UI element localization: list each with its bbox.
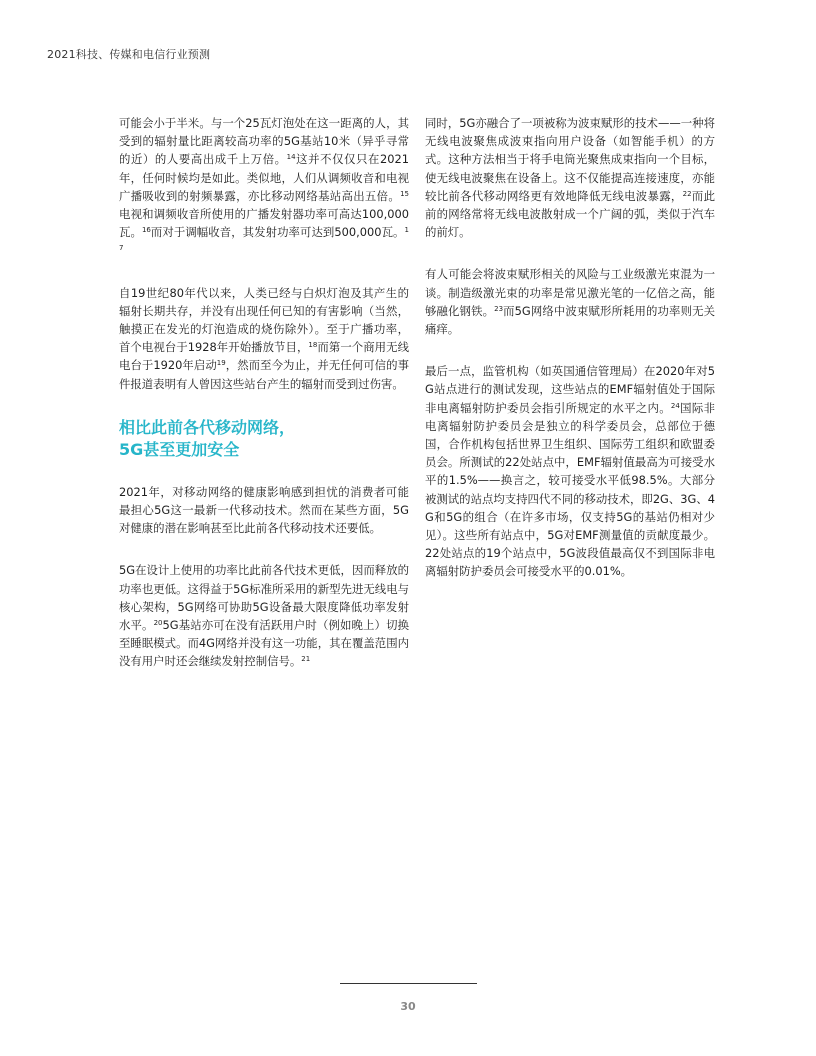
paragraph: 可能会小于半米。与一个25瓦灯泡处在这一距离的人，其受到的辐射量比距离较高功率的5G基站10米（异乎寻常的近）的人要高出成千上万倍。$^{14}$这并不仅仅只在2021年，任何时候均是如此。类似地，人们从调频收音和电视广播吸收到的射频暴露，亦比移动网络基站高出五倍。$^{15}$电视和调频收音所使用的广播发射器功率可高达100,000瓦。$^{16}$而对于调幅收音，其发射功率可达到500,000瓦。$^{17}$	[119, 116, 409, 253]
section-heading-line1: 相比此前各代移动网络，	[119, 417, 296, 437]
footnote-ref: 16	[141, 226, 151, 235]
footer-divider	[340, 983, 477, 984]
footnote-ref: 22	[682, 189, 692, 198]
running-header: 2021科技、传媒和电信行业预测	[47, 48, 211, 61]
paragraph: 有人可能会将波束赋形相关的风险与工业级激光束混为一谈。制造级激光束的功率是常见激光笔的一亿倍之高，能够融化钢铁。$^{23}$而5G网络中波束赋形所耗用的功率则无关痛痒。	[425, 267, 715, 337]
right-column	[425, 114, 715, 605]
section-heading	[119, 417, 409, 461]
footnote-ref: 14	[286, 153, 296, 162]
paragraph: 最后一点，监管机构（如英国通信管理局）在2020年对5G站点进行的测试发现，这些站点的EMF辐射值处于国际非电离辐射防护委员会指引所规定的水平之内。$^{24}$国际非电离辐射防护委员会是独立的科学委员会，总部位于德国，合作机构包括世界卫生组织、国际劳工组织和欧盟委员会。所测试的22处站点中，EMF辐射值最高为可接受水平的1.5%——换言之，较可接受水平低98.5%。大部分被测试的站点均支持四代不同的移动技术，即2G、3G、4G和5G的组合（在许多市场，仅支持5G的基站仍相对少见）。这些所有站点中，5G对EMF测量值的贡献度最少。22处站点的19个站点中，5G波段值最高仅不到国际非电离辐射防护委员会可接受水平的0.01%。	[425, 364, 715, 579]
section-heading-line2: 5G甚至更加安全	[119, 439, 240, 459]
footnote-ref: 24	[670, 401, 680, 410]
footnote-ref: 15	[400, 189, 409, 198]
left-column	[119, 114, 409, 695]
paragraph: 自19世纪80年代以来，人类已经与白炽灯泡及其产生的辐射长期共存，并没有出现任何已知的有害影响（当然，触摸正在发光的灯泡造成的烧伤除外）。至于广播功率，首个电视台于1928年开始播放节目，$^{18}$而第一个商用无线电台于1920年启动$^{19}$，然而至今为止，并无任何可信的事件报道表明有人曾因这些站台产生的辐射而受到过伤害。	[119, 285, 409, 391]
footnote-ref: 21	[301, 655, 311, 664]
page-number: 30	[400, 1000, 416, 1013]
paragraph: 5G在设计上使用的功率比此前各代技术更低，因而释放的功率也更低。这得益于5G标准所采用的新型先进无线电与核心架构，5G网络可协助5G设备最大限度降低功率发射水平。$^{20}$5G基站亦可在没有活跃用户时（例如晚上）切换至睡眠模式。而4G网络并没有这一功能，其在覆盖范围内没有用户时还会继续发射控制信号。$^{21}$	[119, 563, 409, 669]
footnote-ref: 20	[153, 619, 163, 628]
paragraph: 同时，5G亦融合了一项被称为波束赋形的技术——一种将无线电波聚焦成波束指向用户设备（如智能手机）的方式。这种方法相当于将手电筒光聚焦成束指向一个目标，使无线电波聚焦在设备上。这不仅能提高连接速度，亦能较比前各代移动网络更有效地降低无线电波暴露，$^{22}$而此前的网络常将无线电波散射成一个广阔的弧，类似于汽车的前灯。	[425, 116, 715, 240]
footnote-ref: 19	[216, 359, 226, 368]
footnote-ref: 17	[119, 226, 409, 253]
paragraph: 2021年，对移动网络的健康影响感到担忧的消费者可能最担心5G这一最新一代移动技术。然而在某些方面，5G对健康的潜在影响甚至比此前各代移动技术还要低。	[119, 484, 409, 536]
footnote-ref: 18	[308, 341, 318, 350]
footnote-ref: 23	[494, 304, 504, 313]
